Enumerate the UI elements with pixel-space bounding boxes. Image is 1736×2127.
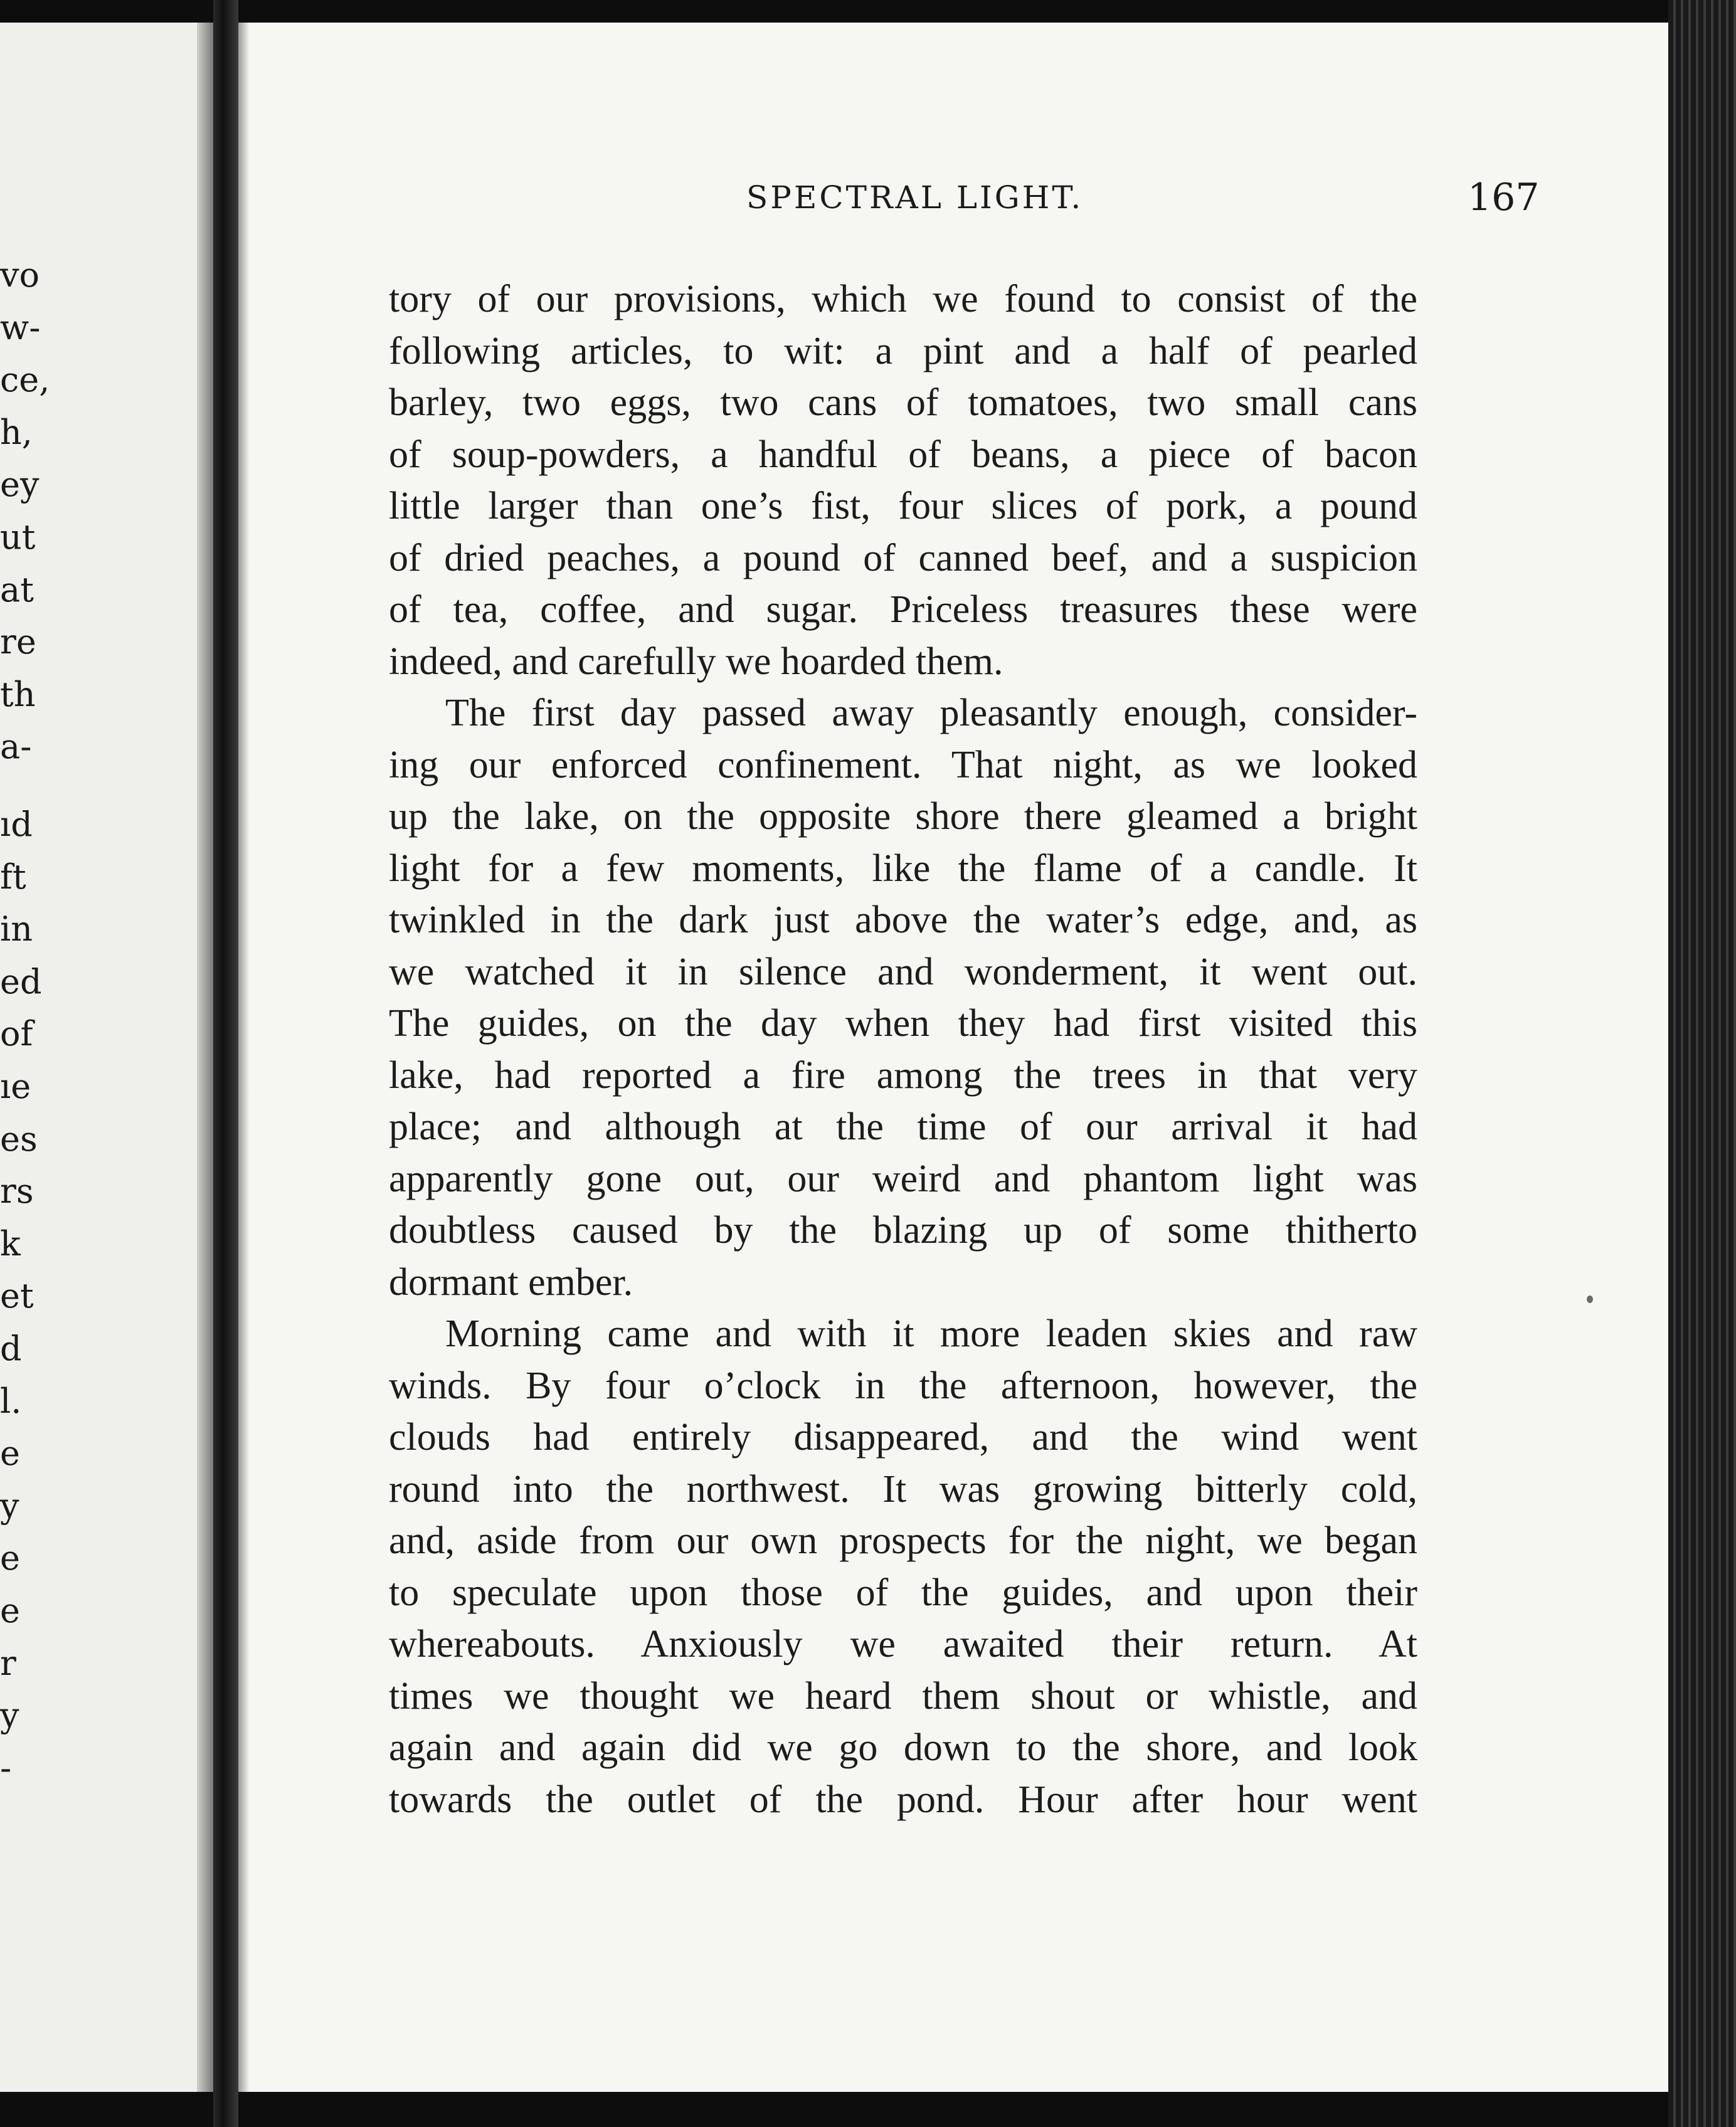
paragraph-1: [389, 273, 1417, 687]
text-line: of dried peaches, a pound of canned beef, and a suspicion: [389, 536, 1417, 579]
running-head: SPECTRAL LIGHT.: [746, 179, 1084, 216]
facing-page-fragment: ce,: [0, 360, 50, 400]
facing-page-fragment: ıd: [0, 805, 33, 844]
paper-speck: [1587, 1296, 1593, 1303]
text-line: indeed, and carefully we hoarded them.: [389, 640, 1003, 683]
book-binding: [213, 0, 238, 2127]
facing-page-fragment: th: [0, 674, 36, 714]
facing-page-fragment: e: [0, 1433, 20, 1474]
text-line: we watched it in silence and wonderment, it went out.: [389, 950, 1417, 993]
page-stack-edge: [1668, 0, 1736, 2127]
text-line: following articles, to wit: a pint and a half of pearled: [389, 329, 1417, 372]
text-line: doubtless caused by the blazing up of some thitherto: [389, 1209, 1417, 1252]
facing-page-fragment: rs: [0, 1171, 34, 1211]
facing-page-fragment: of: [0, 1014, 33, 1054]
facing-page-fragment: y: [0, 1696, 19, 1736]
facing-page-fragment: et: [0, 1276, 34, 1316]
facing-page-fragment: e: [0, 1591, 20, 1630]
text-line: lake, had reported a fire among the trees in that very: [389, 1053, 1417, 1097]
text-line: clouds had entirely disappeared, and the wind went: [389, 1416, 1417, 1459]
text-line: little larger than one’s fist, four slices of pork, a pound: [389, 485, 1417, 527]
facing-page-fragment: y: [0, 1486, 19, 1526]
facing-page-fragment: ft: [0, 857, 26, 897]
page-number: 167: [1468, 176, 1540, 219]
text-line: of soup-powders, a handful of beans, a piece of bacon: [389, 433, 1417, 476]
text-line: times we thought we heard them shout or whistle, and: [389, 1674, 1417, 1718]
facing-page-fragment: ey: [0, 465, 40, 505]
facing-page-fragment: ed: [0, 961, 42, 1001]
text-line: barley, two eggs, two cans of tomatoes, two small cans: [389, 381, 1417, 424]
text-line: light for a few moments, like the flame of a candle. It: [389, 847, 1417, 890]
facing-page-fragment: w-: [0, 307, 41, 347]
text-line: The first day passed away pleasantly enough, consider-: [445, 692, 1417, 734]
facing-page-fragment: re: [0, 622, 36, 662]
text-line: apparently gone out, our weird and phantom light was: [389, 1157, 1417, 1200]
facing-page-fragment: -: [0, 1748, 12, 1788]
gutter-shadow: [197, 23, 213, 2092]
facing-page-fragment: ut: [0, 517, 36, 557]
text-line: place; and although at the time of our arrival it had: [389, 1106, 1417, 1148]
facing-page-fragment: l.: [0, 1381, 22, 1421]
body-text: [389, 273, 1417, 1825]
text-line: winds. By four o’clock in the afternoon, however, the: [389, 1364, 1417, 1407]
facing-page-fragment: at: [0, 569, 34, 610]
page: [238, 23, 1668, 2092]
text-line: whereabouts. Anxiously we awaited their return. At: [389, 1623, 1417, 1665]
page-header: [746, 176, 1656, 236]
facing-page-fragment: vo: [0, 255, 40, 295]
facing-page-fragment: h,: [0, 412, 33, 452]
text-line: Morning came and with it more leaden skies and raw: [445, 1312, 1417, 1355]
facing-page-fragment: es: [0, 1119, 38, 1159]
facing-page-fragment: e: [0, 1538, 20, 1578]
text-line: up the lake, on the opposite shore there gleamed a bright: [389, 795, 1417, 838]
text-line: towards the outlet of the pond. Hour after hour went: [389, 1778, 1417, 1821]
facing-page-fragment: ıe: [0, 1067, 31, 1106]
paragraph-2: [389, 687, 1417, 1308]
text-line: twinkled in the dark just above the water’s edge, and, as: [389, 899, 1417, 941]
paragraph-3: [389, 1308, 1417, 1825]
text-line: and, aside from our own prospects for the night, we began: [389, 1519, 1417, 1562]
facing-page-fragment: k: [0, 1223, 21, 1264]
text-line: dormant ember.: [389, 1260, 633, 1304]
facing-page-fragment: in: [0, 909, 33, 949]
facing-page-fragment: r: [0, 1643, 16, 1683]
text-line: of tea, coffee, and sugar. Priceless treasures these were: [389, 588, 1417, 631]
facing-page: [0, 23, 213, 2092]
facing-page-fragment: a-: [0, 727, 32, 767]
text-line: ing our enforced confinement. That night, as we looked: [389, 743, 1417, 786]
text-line: again and again did we go down to the shore, and look: [389, 1726, 1417, 1769]
text-line: tory of our provisions, which we found to consist of the: [389, 278, 1417, 320]
text-line: to speculate upon those of the guides, and upon their: [389, 1571, 1417, 1614]
text-line: The guides, on the day when they had first visited this: [389, 1002, 1417, 1045]
facing-page-fragment: d: [0, 1329, 22, 1368]
text-line: round into the northwest. It was growing bitterly cold,: [389, 1467, 1417, 1511]
page-edge-shadow: [238, 23, 250, 2092]
